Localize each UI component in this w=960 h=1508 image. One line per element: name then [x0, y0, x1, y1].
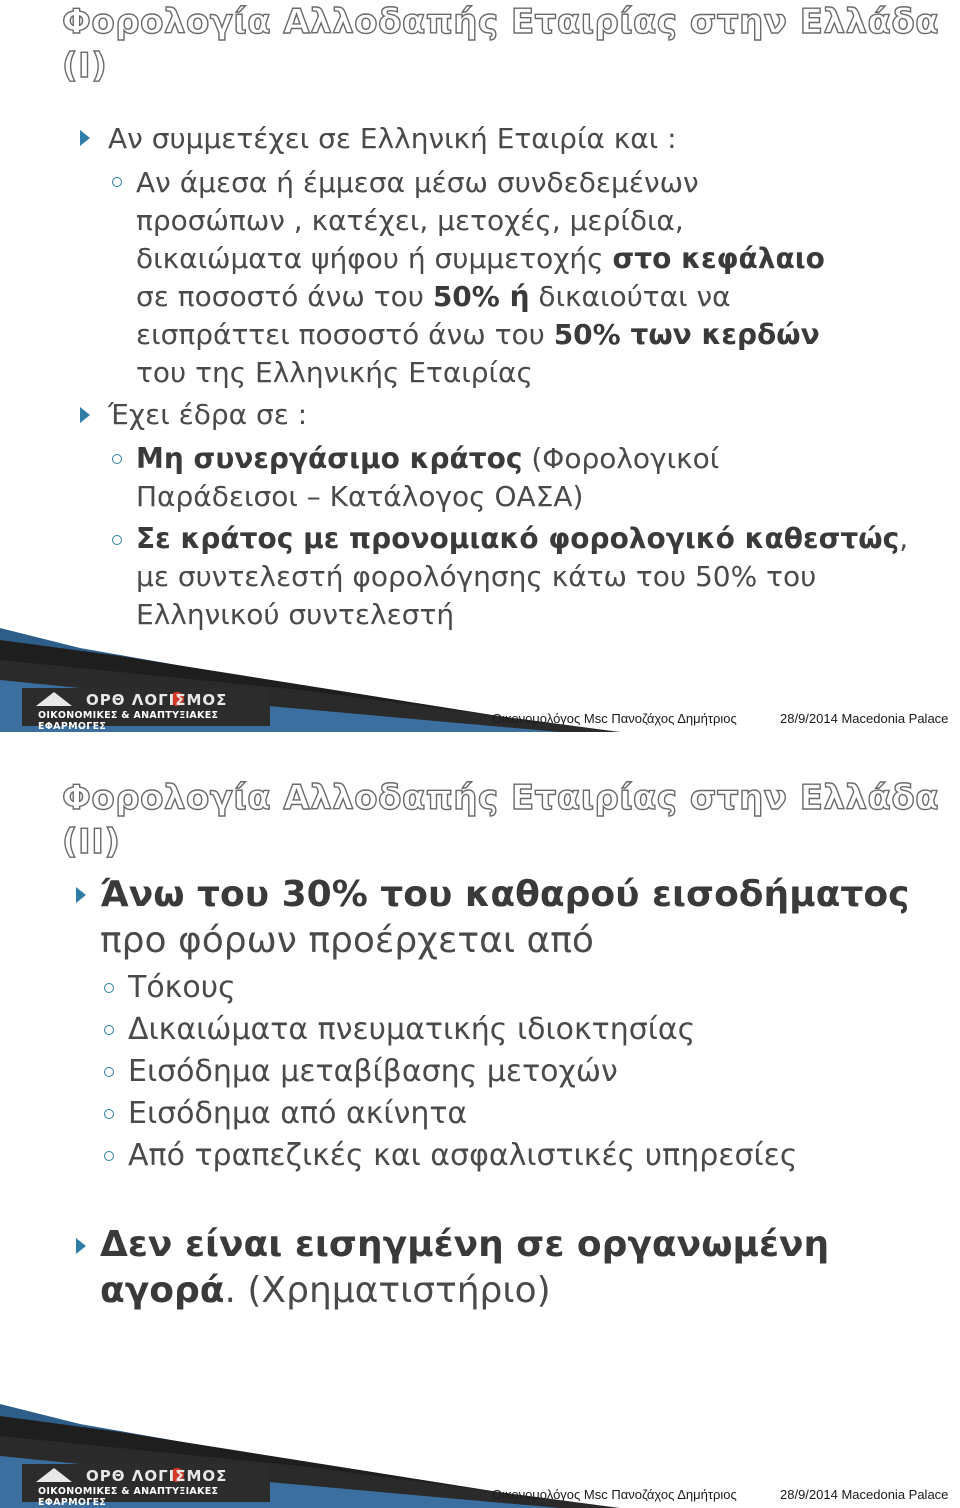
text-line: Σε κράτος με προνομιακό φορολογικό καθεστώς,: [136, 522, 909, 555]
bullet-text: [100, 1222, 829, 1314]
text-line: Αν άμεσα ή έμμεσα μέσω συνδεδεμένων: [136, 166, 699, 199]
logo-subtitle: ΟΙΚΟΝΟΜΙΚΕΣ & ΑΝΑΠΤΥΞΙΑΚΕΣ ΕΦΑΡΜΟΓΕΣ: [38, 1486, 219, 1508]
text-line: προσώπων , κατέχει, μετοχές, μερίδια,: [136, 204, 684, 237]
slide-1: [0, 0, 960, 732]
circle-bullet-icon: [104, 983, 114, 993]
circle-bullet-icon: [104, 1067, 114, 1077]
footer-date: 28/9/2014 Macedonia Palace: [780, 711, 949, 726]
footer-author: Οικονομολόγος Msc Πανοζάχος Δημήτριος: [492, 711, 737, 726]
logo-title: ΟΡΘ ΛΟΓΙΣΜΟΣ: [86, 1467, 228, 1485]
slide-title: Φορολογία Αλλοδαπής Εταιρίας στην Ελλάδα (ΙΙ): [62, 778, 940, 862]
list-item-text: Δικαιώματα πνευματικής ιδιοκτησίας: [128, 1012, 696, 1047]
list-item-text: Εισόδημα μεταβίβασης μετοχών: [128, 1054, 618, 1089]
footer-author: Οικονομολόγος Msc Πανοζάχος Δημήτριος: [492, 1487, 737, 1502]
text-line: δικαιώματα ψήφου ή συμμετοχής στο κεφάλαιο: [136, 242, 825, 275]
logo-title: ΟΡΘ ΛΟΓΙΣΜΟΣ: [86, 691, 228, 709]
circle-bullet-icon: [112, 535, 122, 545]
logo-triangle-icon: [36, 1468, 72, 1482]
text-line: Μη συνεργάσιμο κράτος (Φορολογικοί: [136, 442, 720, 475]
slide-title: Φορολογία Αλλοδαπής Εταιρίας στην Ελλάδα (Ι): [62, 2, 940, 86]
sub-bullet-text: [136, 164, 825, 392]
triangle-bullet-icon: [76, 887, 86, 903]
circle-bullet-icon: [112, 177, 122, 187]
triangle-bullet-icon: [76, 1238, 86, 1254]
bullet-text: Αν συμμετέχει σε Ελληνική Εταιρία και :: [108, 122, 677, 155]
footer-date: 28/9/2014 Macedonia Palace: [780, 1487, 949, 1502]
sub-bullet-text: [136, 440, 719, 516]
text-line: αγορά. (Χρηματιστήριο): [100, 1270, 551, 1311]
slide-footer: [0, 620, 960, 732]
bullet-text: [100, 872, 909, 964]
circle-bullet-icon: [104, 1025, 114, 1035]
company-logo: [22, 688, 270, 732]
circle-bullet-icon: [104, 1151, 114, 1161]
sub-bullet-text: [136, 520, 908, 634]
logo-triangle-icon: [36, 692, 72, 706]
logo-subtitle: ΟΙΚΟΝΟΜΙΚΕΣ & ΑΝΑΠΤΥΞΙΑΚΕΣ ΕΦΑΡΜΟΓΕΣ: [38, 710, 219, 732]
circle-bullet-icon: [104, 1109, 114, 1119]
circle-bullet-icon: [112, 454, 122, 464]
text-line: σε ποσοστό άνω του 50% ή δικαιούται να: [136, 280, 731, 313]
triangle-bullet-icon: [80, 407, 90, 423]
text-line: Δεν είναι εισηγμένη σε οργανωμένη: [100, 1224, 830, 1265]
text-line: του της Ελληνικής Εταιρίας: [136, 356, 533, 389]
company-logo: [22, 1464, 270, 1508]
list-item-text: Από τραπεζικές και ασφαλιστικές υπηρεσίες: [128, 1138, 798, 1173]
list-item-text: Εισόδημα από ακίνητα: [128, 1096, 468, 1131]
slide-footer: [0, 1396, 960, 1508]
text-line: Άνω του 30% του καθαρού εισοδήματος: [100, 874, 910, 915]
triangle-bullet-icon: [80, 130, 90, 146]
text-line: Ελληνικού συντελεστή: [136, 598, 455, 631]
list-item-text: Τόκους: [128, 970, 236, 1005]
text-line: με συντελεστή φορολόγησης κάτω του 50% του: [136, 560, 817, 593]
text-line: προ φόρων προέρχεται από: [100, 920, 594, 961]
bullet-text: Έχει έδρα σε :: [108, 398, 308, 431]
slide-2: [0, 776, 960, 1508]
text-line: Παράδεισοι – Κατάλογος ΟΑΣΑ): [136, 480, 584, 513]
text-line: εισπράττει ποσοστό άνω του 50% των κερδών: [136, 318, 820, 351]
